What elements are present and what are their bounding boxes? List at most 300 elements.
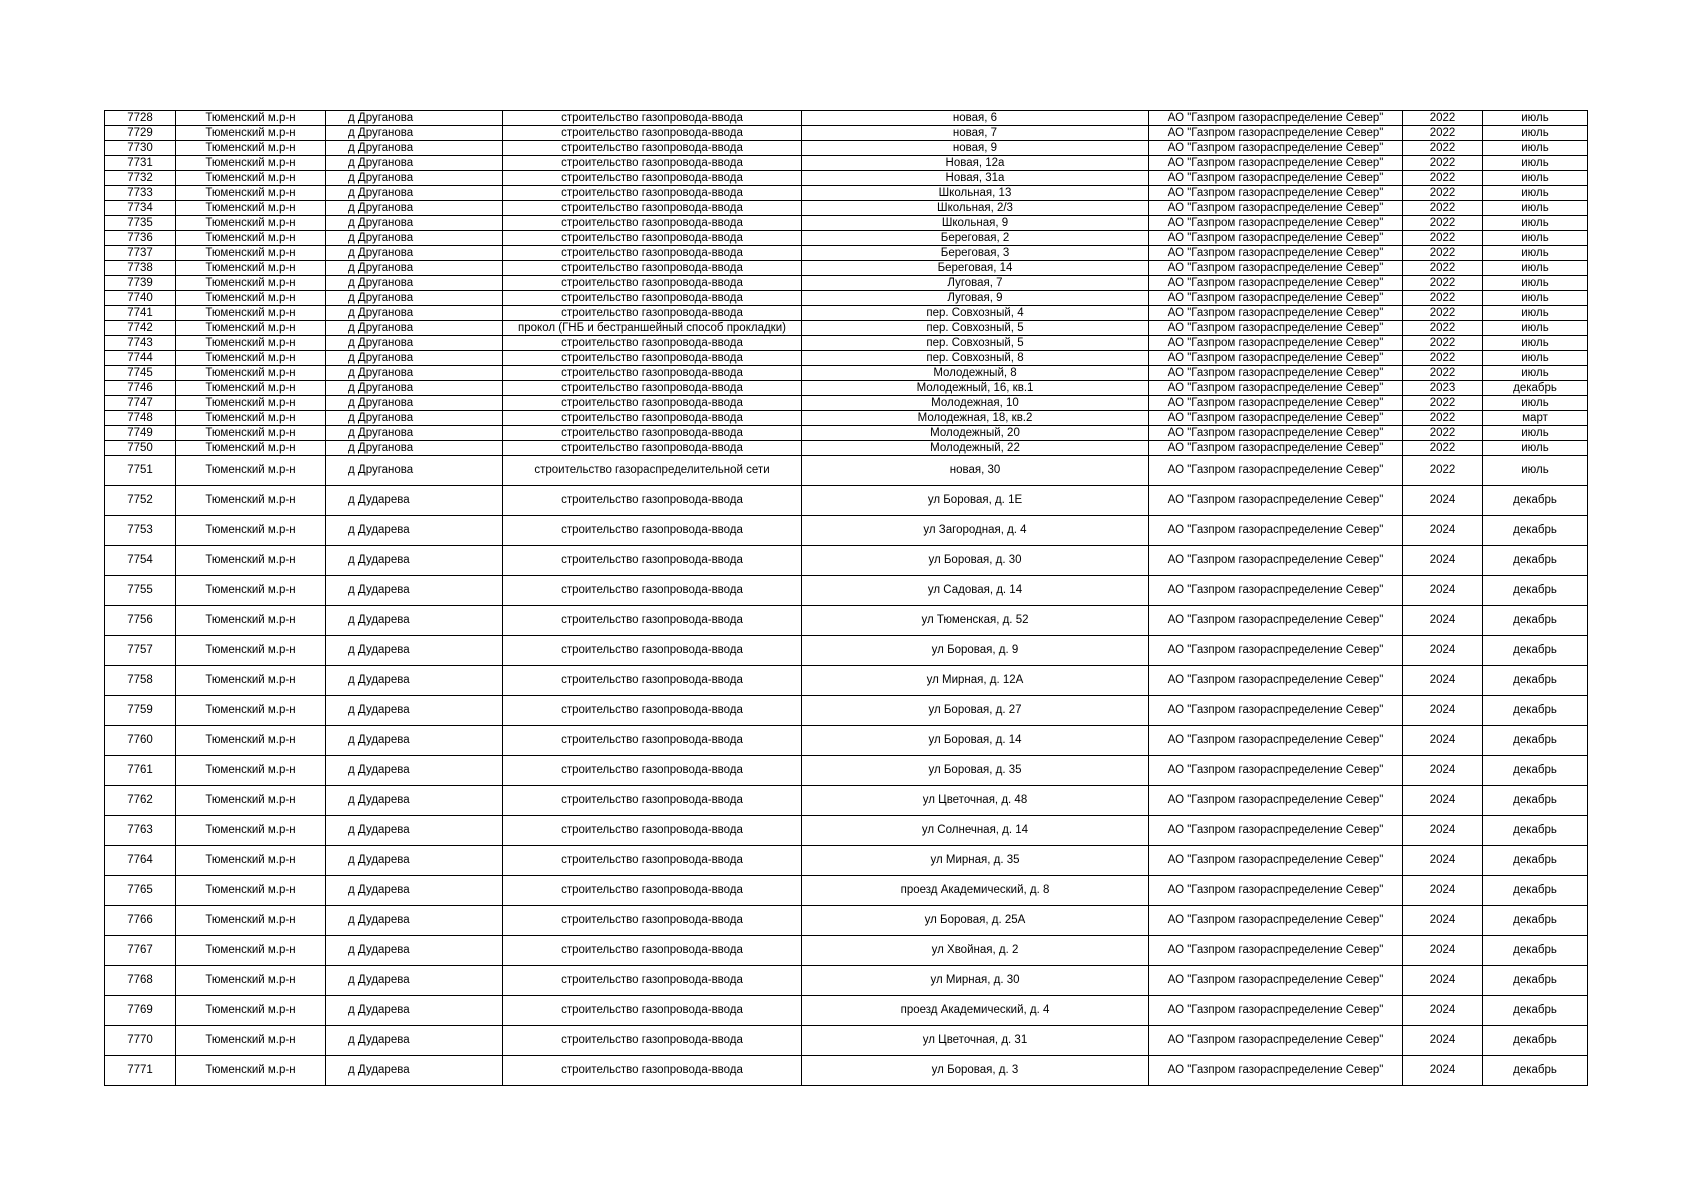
cell-work-type: строительство газопровода-ввода: [503, 246, 802, 261]
table-row: [105, 261, 1588, 276]
cell-address: Молодежный, 8: [802, 366, 1149, 381]
cell-month: декабрь: [1483, 606, 1588, 636]
cell-address: Новая, 31а: [802, 171, 1149, 186]
cell-address: ул Боровая, д. 9: [802, 636, 1149, 666]
cell-address: ул Солнечная, д. 14: [802, 816, 1149, 846]
cell-district: Тюменский м.р-н: [176, 756, 326, 786]
cell-number: 7769: [105, 996, 176, 1026]
cell-work-type: строительство газопровода-ввода: [503, 276, 802, 291]
table-row: [105, 906, 1588, 936]
table-row: [105, 186, 1588, 201]
cell-year: 2022: [1403, 141, 1483, 156]
cell-organization: АО "Газпром газораспределение Север": [1149, 186, 1403, 201]
cell-organization: АО "Газпром газораспределение Север": [1149, 276, 1403, 291]
cell-organization: АО "Газпром газораспределение Север": [1149, 366, 1403, 381]
cell-address: пер. Совхозный, 8: [802, 351, 1149, 366]
cell-work-type: строительство газопровода-ввода: [503, 441, 802, 456]
cell-village: д Дударева: [326, 1056, 503, 1086]
cell-year: 2022: [1403, 396, 1483, 411]
cell-year: 2022: [1403, 216, 1483, 231]
cell-month: декабрь: [1483, 546, 1588, 576]
cell-organization: АО "Газпром газораспределение Север": [1149, 381, 1403, 396]
table-row: [105, 156, 1588, 171]
cell-number: 7731: [105, 156, 176, 171]
table-row: [105, 231, 1588, 246]
cell-address: ул Тюменская, д. 52: [802, 606, 1149, 636]
cell-number: 7759: [105, 696, 176, 726]
cell-number: 7771: [105, 1056, 176, 1086]
cell-district: Тюменский м.р-н: [176, 141, 326, 156]
cell-month: июль: [1483, 156, 1588, 171]
cell-month: декабрь: [1483, 696, 1588, 726]
table-row: [105, 381, 1588, 396]
table-row: [105, 426, 1588, 441]
cell-year: 2024: [1403, 876, 1483, 906]
cell-work-type: строительство газопровода-ввода: [503, 261, 802, 276]
cell-year: 2022: [1403, 261, 1483, 276]
cell-address: проезд Академический, д. 8: [802, 876, 1149, 906]
cell-district: Тюменский м.р-н: [176, 321, 326, 336]
cell-organization: АО "Газпром газораспределение Север": [1149, 576, 1403, 606]
cell-district: Тюменский м.р-н: [176, 261, 326, 276]
cell-number: 7752: [105, 486, 176, 516]
cell-work-type: строительство газопровода-ввода: [503, 186, 802, 201]
cell-organization: АО "Газпром газораспределение Север": [1149, 306, 1403, 321]
table-row: [105, 516, 1588, 546]
table-row: [105, 306, 1588, 321]
cell-village: д Дударева: [326, 636, 503, 666]
cell-month: июль: [1483, 336, 1588, 351]
cell-month: декабрь: [1483, 846, 1588, 876]
cell-district: Тюменский м.р-н: [176, 636, 326, 666]
cell-organization: АО "Газпром газораспределение Север": [1149, 906, 1403, 936]
cell-address: ул Цветочная, д. 31: [802, 1026, 1149, 1056]
cell-month: июль: [1483, 321, 1588, 336]
cell-month: декабрь: [1483, 906, 1588, 936]
cell-district: Тюменский м.р-н: [176, 246, 326, 261]
table-row: [105, 786, 1588, 816]
cell-year: 2024: [1403, 1056, 1483, 1086]
cell-village: д Дударева: [326, 996, 503, 1026]
cell-number: 7728: [105, 111, 176, 126]
cell-address: ул Цветочная, д. 48: [802, 786, 1149, 816]
cell-work-type: строительство газопровода-ввода: [503, 381, 802, 396]
cell-year: 2022: [1403, 231, 1483, 246]
cell-number: 7737: [105, 246, 176, 261]
cell-work-type: строительство газопровода-ввода: [503, 1026, 802, 1056]
cell-number: 7753: [105, 516, 176, 546]
cell-number: 7732: [105, 171, 176, 186]
cell-month: июль: [1483, 396, 1588, 411]
cell-month: июль: [1483, 231, 1588, 246]
cell-district: Тюменский м.р-н: [176, 576, 326, 606]
cell-month: июль: [1483, 366, 1588, 381]
cell-organization: АО "Газпром газораспределение Север": [1149, 486, 1403, 516]
cell-village: д Друганова: [326, 261, 503, 276]
cell-year: 2024: [1403, 486, 1483, 516]
cell-district: Тюменский м.р-н: [176, 441, 326, 456]
cell-district: Тюменский м.р-н: [176, 876, 326, 906]
cell-number: 7763: [105, 816, 176, 846]
cell-year: 2022: [1403, 201, 1483, 216]
cell-district: Тюменский м.р-н: [176, 486, 326, 516]
cell-year: 2024: [1403, 786, 1483, 816]
cell-organization: АО "Газпром газораспределение Север": [1149, 606, 1403, 636]
cell-work-type: строительство газопровода-ввода: [503, 876, 802, 906]
cell-work-type: строительство газопровода-ввода: [503, 111, 802, 126]
cell-organization: АО "Газпром газораспределение Север": [1149, 936, 1403, 966]
cell-district: Тюменский м.р-н: [176, 666, 326, 696]
cell-work-type: строительство газопровода-ввода: [503, 636, 802, 666]
cell-address: новая, 7: [802, 126, 1149, 141]
cell-month: декабрь: [1483, 876, 1588, 906]
cell-village: д Дударева: [326, 756, 503, 786]
cell-number: 7766: [105, 906, 176, 936]
cell-work-type: строительство газопровода-ввода: [503, 726, 802, 756]
cell-village: д Друганова: [326, 456, 503, 486]
cell-year: 2024: [1403, 906, 1483, 936]
cell-month: декабрь: [1483, 786, 1588, 816]
cell-village: д Дударева: [326, 1026, 503, 1056]
cell-village: д Друганова: [326, 306, 503, 321]
cell-district: Тюменский м.р-н: [176, 906, 326, 936]
cell-year: 2022: [1403, 426, 1483, 441]
cell-district: Тюменский м.р-н: [176, 306, 326, 321]
cell-month: июль: [1483, 201, 1588, 216]
cell-district: Тюменский м.р-н: [176, 426, 326, 441]
cell-district: Тюменский м.р-н: [176, 171, 326, 186]
cell-number: 7768: [105, 966, 176, 996]
cell-organization: АО "Газпром газораспределение Север": [1149, 996, 1403, 1026]
cell-year: 2022: [1403, 111, 1483, 126]
cell-address: ул Садовая, д. 14: [802, 576, 1149, 606]
cell-village: д Дударева: [326, 486, 503, 516]
cell-work-type: строительство газопровода-ввода: [503, 756, 802, 786]
cell-village: д Друганова: [326, 321, 503, 336]
cell-organization: АО "Газпром газораспределение Север": [1149, 546, 1403, 576]
cell-year: 2024: [1403, 756, 1483, 786]
cell-year: 2022: [1403, 156, 1483, 171]
cell-number: 7748: [105, 411, 176, 426]
cell-work-type: строительство газопровода-ввода: [503, 606, 802, 636]
cell-year: 2024: [1403, 546, 1483, 576]
cell-work-type: строительство газопровода-ввода: [503, 141, 802, 156]
cell-organization: АО "Газпром газораспределение Север": [1149, 756, 1403, 786]
cell-district: Тюменский м.р-н: [176, 816, 326, 846]
table-row: [105, 351, 1588, 366]
cell-year: 2022: [1403, 366, 1483, 381]
table-row: [105, 966, 1588, 996]
cell-year: 2022: [1403, 171, 1483, 186]
cell-year: 2022: [1403, 126, 1483, 141]
cell-year: 2024: [1403, 576, 1483, 606]
cell-month: декабрь: [1483, 816, 1588, 846]
table-row: [105, 141, 1588, 156]
cell-village: д Друганова: [326, 396, 503, 411]
cell-organization: АО "Газпром газораспределение Север": [1149, 666, 1403, 696]
cell-address: ул Загородная, д. 4: [802, 516, 1149, 546]
cell-village: д Друганова: [326, 426, 503, 441]
table-row: [105, 546, 1588, 576]
table-row: [105, 411, 1588, 426]
cell-month: декабрь: [1483, 516, 1588, 546]
cell-number: 7738: [105, 261, 176, 276]
table-row: [105, 171, 1588, 186]
cell-district: Тюменский м.р-н: [176, 231, 326, 246]
cell-village: д Дударева: [326, 936, 503, 966]
cell-organization: АО "Газпром газораспределение Север": [1149, 171, 1403, 186]
cell-work-type: строительство газопровода-ввода: [503, 231, 802, 246]
cell-number: 7764: [105, 846, 176, 876]
cell-organization: АО "Газпром газораспределение Север": [1149, 636, 1403, 666]
table-row: [105, 126, 1588, 141]
cell-number: 7749: [105, 426, 176, 441]
cell-village: д Друганова: [326, 156, 503, 171]
cell-address: Молодежная, 18, кв.2: [802, 411, 1149, 426]
cell-address: Молодежный, 22: [802, 441, 1149, 456]
cell-month: июль: [1483, 426, 1588, 441]
cell-district: Тюменский м.р-н: [176, 726, 326, 756]
cell-district: Тюменский м.р-н: [176, 336, 326, 351]
cell-work-type: строительство газопровода-ввода: [503, 126, 802, 141]
cell-organization: АО "Газпром газораспределение Север": [1149, 816, 1403, 846]
cell-year: 2022: [1403, 411, 1483, 426]
cell-organization: АО "Газпром газораспределение Север": [1149, 411, 1403, 426]
cell-number: 7751: [105, 456, 176, 486]
cell-number: 7741: [105, 306, 176, 321]
cell-organization: АО "Газпром газораспределение Север": [1149, 426, 1403, 441]
cell-district: Тюменский м.р-н: [176, 291, 326, 306]
cell-work-type: строительство газопровода-ввода: [503, 216, 802, 231]
cell-work-type: строительство газопровода-ввода: [503, 936, 802, 966]
cell-work-type: строительство газопровода-ввода: [503, 486, 802, 516]
cell-year: 2024: [1403, 996, 1483, 1026]
cell-number: 7739: [105, 276, 176, 291]
cell-address: Береговая, 2: [802, 231, 1149, 246]
cell-work-type: строительство газопровода-ввода: [503, 291, 802, 306]
cell-number: 7761: [105, 756, 176, 786]
cell-village: д Дударева: [326, 576, 503, 606]
cell-number: 7744: [105, 351, 176, 366]
cell-address: проезд Академический, д. 4: [802, 996, 1149, 1026]
table-row: [105, 606, 1588, 636]
cell-address: ул Боровая, д. 3: [802, 1056, 1149, 1086]
cell-year: 2024: [1403, 936, 1483, 966]
cell-number: 7755: [105, 576, 176, 606]
cell-month: декабрь: [1483, 576, 1588, 606]
cell-year: 2024: [1403, 516, 1483, 546]
cell-address: пер. Совхозный, 4: [802, 306, 1149, 321]
cell-village: д Друганова: [326, 441, 503, 456]
table-row: [105, 441, 1588, 456]
cell-district: Тюменский м.р-н: [176, 786, 326, 816]
cell-year: 2024: [1403, 966, 1483, 996]
table-row: [105, 816, 1588, 846]
cell-village: д Дударева: [326, 606, 503, 636]
cell-village: д Друганова: [326, 231, 503, 246]
table-row: [105, 246, 1588, 261]
cell-year: 2022: [1403, 291, 1483, 306]
cell-month: декабрь: [1483, 996, 1588, 1026]
cell-address: Луговая, 9: [802, 291, 1149, 306]
cell-month: июль: [1483, 306, 1588, 321]
cell-address: ул Мирная, д. 30: [802, 966, 1149, 996]
cell-village: д Друганова: [326, 111, 503, 126]
cell-village: д Друганова: [326, 126, 503, 141]
cell-number: 7756: [105, 606, 176, 636]
cell-district: Тюменский м.р-н: [176, 846, 326, 876]
cell-month: декабрь: [1483, 486, 1588, 516]
cell-month: июль: [1483, 186, 1588, 201]
cell-month: июль: [1483, 141, 1588, 156]
cell-month: июль: [1483, 441, 1588, 456]
cell-district: Тюменский м.р-н: [176, 111, 326, 126]
cell-organization: АО "Газпром газораспределение Север": [1149, 126, 1403, 141]
cell-work-type: строительство газопровода-ввода: [503, 786, 802, 816]
cell-village: д Друганова: [326, 216, 503, 231]
cell-village: д Друганова: [326, 141, 503, 156]
cell-village: д Дударева: [326, 786, 503, 816]
table-row: [105, 486, 1588, 516]
cell-work-type: строительство газопровода-ввода: [503, 426, 802, 441]
cell-village: д Дударева: [326, 546, 503, 576]
cell-village: д Дударева: [326, 906, 503, 936]
cell-year: 2024: [1403, 1026, 1483, 1056]
cell-organization: АО "Газпром газораспределение Север": [1149, 111, 1403, 126]
cell-address: ул Боровая, д. 14: [802, 726, 1149, 756]
cell-village: д Друганова: [326, 201, 503, 216]
cell-address: Береговая, 3: [802, 246, 1149, 261]
cell-district: Тюменский м.р-н: [176, 996, 326, 1026]
cell-district: Тюменский м.р-н: [176, 156, 326, 171]
cell-address: новая, 30: [802, 456, 1149, 486]
table-row: [105, 666, 1588, 696]
table-row: [105, 321, 1588, 336]
cell-month: декабрь: [1483, 966, 1588, 996]
cell-month: июль: [1483, 276, 1588, 291]
cell-organization: АО "Газпром газораспределение Север": [1149, 351, 1403, 366]
cell-year: 2024: [1403, 846, 1483, 876]
cell-address: Школьная, 13: [802, 186, 1149, 201]
cell-district: Тюменский м.р-н: [176, 1056, 326, 1086]
cell-year: 2024: [1403, 696, 1483, 726]
cell-organization: АО "Газпром газораспределение Север": [1149, 456, 1403, 486]
table-row: [105, 216, 1588, 231]
table-row: [105, 936, 1588, 966]
cell-district: Тюменский м.р-н: [176, 186, 326, 201]
cell-address: Школьная, 2/3: [802, 201, 1149, 216]
cell-district: Тюменский м.р-н: [176, 351, 326, 366]
cell-organization: АО "Газпром газораспределение Север": [1149, 231, 1403, 246]
cell-year: 2024: [1403, 636, 1483, 666]
cell-work-type: строительство газопровода-ввода: [503, 546, 802, 576]
cell-village: д Дударева: [326, 846, 503, 876]
cell-number: 7758: [105, 666, 176, 696]
cell-address: пер. Совхозный, 5: [802, 336, 1149, 351]
cell-organization: АО "Газпром газораспределение Север": [1149, 141, 1403, 156]
table-row: [105, 696, 1588, 726]
cell-number: 7736: [105, 231, 176, 246]
cell-year: 2022: [1403, 306, 1483, 321]
cell-month: декабрь: [1483, 1056, 1588, 1086]
gasification-table: [104, 110, 1588, 1086]
cell-work-type: строительство газопровода-ввода: [503, 816, 802, 846]
cell-year: 2023: [1403, 381, 1483, 396]
cell-address: ул Мирная, д. 12А: [802, 666, 1149, 696]
cell-village: д Дударева: [326, 696, 503, 726]
cell-work-type: строительство газопровода-ввода: [503, 366, 802, 381]
table-row: [105, 726, 1588, 756]
cell-number: 7734: [105, 201, 176, 216]
cell-organization: АО "Газпром газораспределение Север": [1149, 246, 1403, 261]
cell-village: д Дударева: [326, 816, 503, 846]
cell-year: 2024: [1403, 606, 1483, 636]
cell-village: д Дударева: [326, 966, 503, 996]
cell-work-type: строительство газораспределительной сети: [503, 456, 802, 486]
cell-number: 7745: [105, 366, 176, 381]
cell-number: 7743: [105, 336, 176, 351]
cell-district: Тюменский м.р-н: [176, 396, 326, 411]
cell-address: новая, 6: [802, 111, 1149, 126]
cell-village: д Дударева: [326, 666, 503, 696]
table-body: [105, 111, 1588, 1086]
cell-address: новая, 9: [802, 141, 1149, 156]
cell-organization: АО "Газпром газораспределение Север": [1149, 216, 1403, 231]
cell-village: д Дударева: [326, 516, 503, 546]
cell-work-type: строительство газопровода-ввода: [503, 906, 802, 936]
cell-work-type: строительство газопровода-ввода: [503, 696, 802, 726]
cell-district: Тюменский м.р-н: [176, 936, 326, 966]
cell-work-type: строительство газопровода-ввода: [503, 411, 802, 426]
cell-month: декабрь: [1483, 666, 1588, 696]
cell-address: Молодежный, 16, кв.1: [802, 381, 1149, 396]
cell-number: 7760: [105, 726, 176, 756]
cell-work-type: строительство газопровода-ввода: [503, 306, 802, 321]
table-row: [105, 1026, 1588, 1056]
cell-number: 7754: [105, 546, 176, 576]
cell-number: 7733: [105, 186, 176, 201]
cell-year: 2022: [1403, 321, 1483, 336]
cell-work-type: строительство газопровода-ввода: [503, 351, 802, 366]
cell-address: Молодежная, 10: [802, 396, 1149, 411]
table-row: [105, 276, 1588, 291]
cell-organization: АО "Газпром газораспределение Север": [1149, 516, 1403, 546]
cell-month: июль: [1483, 291, 1588, 306]
cell-year: 2022: [1403, 276, 1483, 291]
cell-year: 2024: [1403, 666, 1483, 696]
cell-work-type: строительство газопровода-ввода: [503, 846, 802, 876]
cell-organization: АО "Газпром газораспределение Север": [1149, 156, 1403, 171]
cell-month: июль: [1483, 456, 1588, 486]
table-row: [105, 636, 1588, 666]
table-row: [105, 201, 1588, 216]
cell-year: 2024: [1403, 816, 1483, 846]
table-row: [105, 456, 1588, 486]
cell-work-type: строительство газопровода-ввода: [503, 201, 802, 216]
cell-month: декабрь: [1483, 636, 1588, 666]
cell-month: июль: [1483, 126, 1588, 141]
cell-address: ул Хвойная, д. 2: [802, 936, 1149, 966]
cell-number: 7767: [105, 936, 176, 966]
cell-organization: АО "Газпром газораспределение Север": [1149, 201, 1403, 216]
cell-year: 2022: [1403, 336, 1483, 351]
cell-number: 7770: [105, 1026, 176, 1056]
table-row: [105, 336, 1588, 351]
cell-year: 2022: [1403, 246, 1483, 261]
cell-organization: АО "Газпром газораспределение Север": [1149, 1026, 1403, 1056]
table-row: [105, 396, 1588, 411]
cell-organization: АО "Газпром газораспределение Север": [1149, 396, 1403, 411]
